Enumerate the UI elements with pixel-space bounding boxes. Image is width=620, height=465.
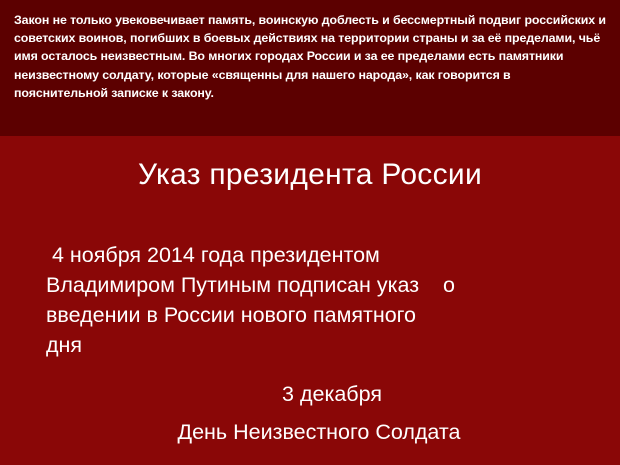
date-line: 3 декабря (282, 382, 382, 406)
body-line: Владимиром Путиным подписан указ о (46, 273, 455, 297)
final-line: День Неизвестного Солдата (177, 420, 461, 444)
body-line: дня (46, 333, 83, 357)
header-band (0, 0, 620, 136)
body-line: введении в России нового памятного (46, 303, 416, 327)
header-paragraph: Закон не только увековечивает память, воинскую доблесть и бессмертный подвиг российских и советских воинов, погибших в боевых действиях на территории страны и за её пределами, чьё имя осталось неизвестным. Во многих городах России и за ее пределами есть памятники неизвестному солдату, которые «священны для нашего народа», как говорится в пояснительной записке к закону. (14, 13, 606, 100)
body-text (46, 240, 584, 360)
slide-title: Указ президента России (137, 158, 483, 191)
body-line: 4 ноября 2014 года президентом (46, 243, 380, 267)
